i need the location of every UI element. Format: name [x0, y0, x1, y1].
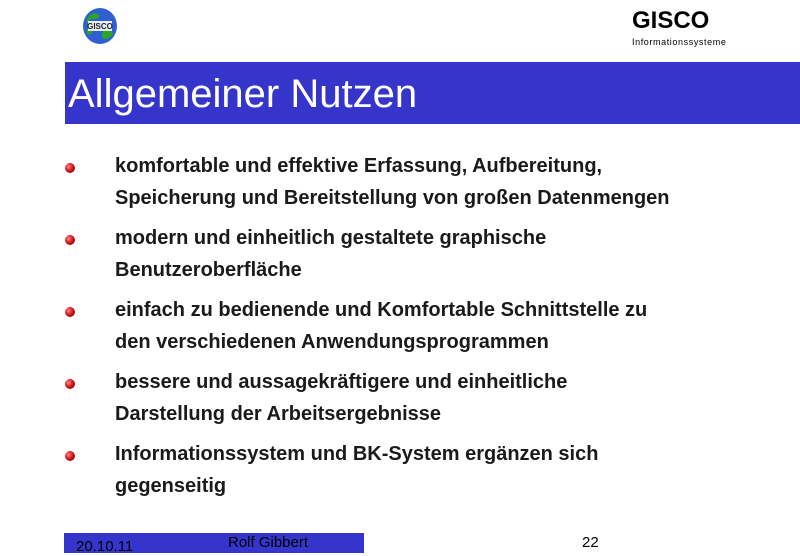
bullet-item: [62, 222, 762, 286]
footer-author: Rolf Gibbert: [228, 534, 309, 551]
bullet-list: [62, 150, 762, 510]
bullet-line: Speicherung und Bereitstellung von großen Datenmengen: [115, 187, 670, 209]
bullet-item: [62, 150, 762, 214]
bullet-line: modern und einheitlich gestaltete graphische: [115, 227, 547, 249]
bullet-dot-icon: [65, 379, 75, 389]
gisco-logo: [78, 6, 122, 46]
brand-subtitle: Informationssysteme: [632, 37, 727, 47]
footer-date: 20.10.11: [76, 538, 134, 555]
bullet-item: [62, 294, 762, 358]
brand-name: GISCO: [632, 7, 710, 34]
bullet-line: bessere und aussagekräftigere und einheitliche: [115, 371, 568, 393]
bullet-line: komfortable und effektive Erfassung, Aufbereitung,: [115, 155, 603, 177]
bullet-line: Darstellung der Arbeitsergebnisse: [115, 403, 442, 425]
slide-title: Allgemeiner Nutzen: [68, 72, 418, 116]
bullet-line: einfach zu bedienende und Komfortable Schnittstelle zu: [115, 299, 648, 321]
brand-block: [632, 6, 782, 48]
bullet-dot-icon: [65, 235, 75, 245]
bullet-dot-icon: [65, 163, 75, 173]
bullet-line: Informationssystem und BK-System ergänzen sich: [115, 443, 599, 465]
bullet-dot-icon: [65, 307, 75, 317]
bullet-line: gegenseitig: [115, 475, 227, 497]
bullet-line: den verschiedenen Anwendungsprogrammen: [115, 331, 549, 353]
bullet-dot-icon: [65, 451, 75, 461]
page-number: 22: [582, 534, 599, 551]
logo-text: GISCO: [87, 22, 113, 31]
bullet-item: [62, 366, 762, 430]
bullet-item: [62, 438, 762, 502]
bullet-line: Benutzeroberfläche: [115, 259, 302, 281]
